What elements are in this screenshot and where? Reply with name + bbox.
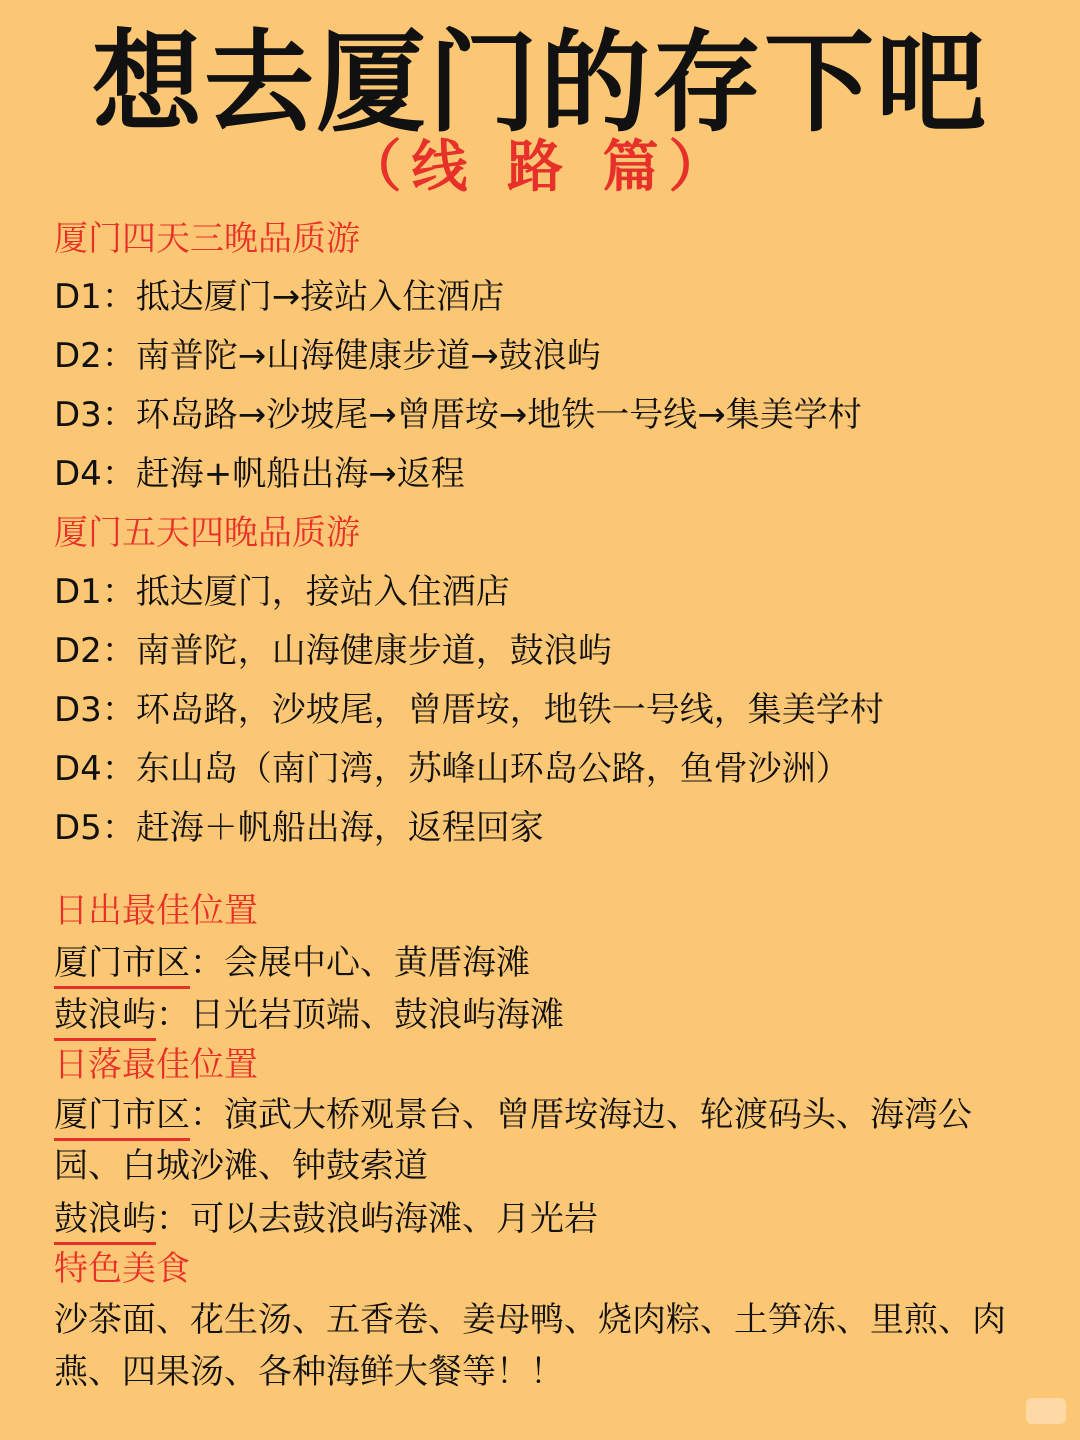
sunset-heading: 日落最佳位置 <box>54 1045 258 1085</box>
itinerary-5d-day: D1：抵达厦门，接站入住酒店 <box>54 572 510 612</box>
sunset-spots: ：可以去鼓浪屿海滩、月光岩 <box>156 1199 598 1239</box>
sunrise-spots: ：日光岩顶端、鼓浪屿海滩 <box>156 995 564 1035</box>
sunrise-spots: ：会展中心、黄厝海滩 <box>190 943 530 983</box>
itinerary-5d-day: D3：环岛路，沙坡尾，曾厝垵，地铁一号线，集美学村 <box>54 690 884 730</box>
sunrise-heading: 日出最佳位置 <box>54 891 258 931</box>
page-title: 想去厦门的存下吧 <box>92 19 988 147</box>
itinerary-5d-day: D5：赶海＋帆船出海，返程回家 <box>54 808 544 848</box>
watermark-mark <box>1026 1398 1066 1424</box>
sunrise-place: 鼓浪屿 <box>54 992 156 1041</box>
page-subtitle: （线 路 篇） <box>345 135 735 200</box>
itinerary-4d-day: D4：赶海+帆船出海→返程 <box>54 454 465 494</box>
food-list: 沙茶面、花生汤、五香卷、姜母鸭、烧肉粽、土笋冻、里煎、肉燕、四果汤、各种海鲜大餐等！！ <box>54 1300 1006 1392</box>
itinerary-5d-day: D4：东山岛（南门湾，苏峰山环岛公路，鱼骨沙洲） <box>54 749 850 789</box>
itinerary-4d-day: D1：抵达厦门→接站入住酒店 <box>54 277 505 317</box>
itinerary-5d-heading: 厦门五天四晚品质游 <box>54 513 360 553</box>
itinerary-4d-day: D2：南普陀→山海健康步道→鼓浪屿 <box>54 336 601 376</box>
sunrise-item <box>54 990 564 1041</box>
itinerary-5d-day: D2：南普陀，山海健康步道，鼓浪屿 <box>54 631 612 671</box>
sunset-item <box>54 1194 598 1245</box>
itinerary-4d-heading: 厦门四天三晚品质游 <box>54 219 360 259</box>
sunset-spots: ：演武大桥观景台、曾厝垵海边、轮渡码头、海湾公园、白城沙滩、钟鼓索道 <box>54 1095 972 1186</box>
sunset-place: 鼓浪屿 <box>54 1196 156 1245</box>
sunset-place: 厦门市区 <box>54 1092 190 1141</box>
sunset-item <box>54 1090 1034 1191</box>
food-heading: 特色美食 <box>54 1249 190 1289</box>
sunrise-place: 厦门市区 <box>54 940 190 989</box>
sunrise-item <box>54 938 530 989</box>
itinerary-4d-day: D3：环岛路→沙坡尾→曾厝垵→地铁一号线→集美学村 <box>54 395 862 435</box>
